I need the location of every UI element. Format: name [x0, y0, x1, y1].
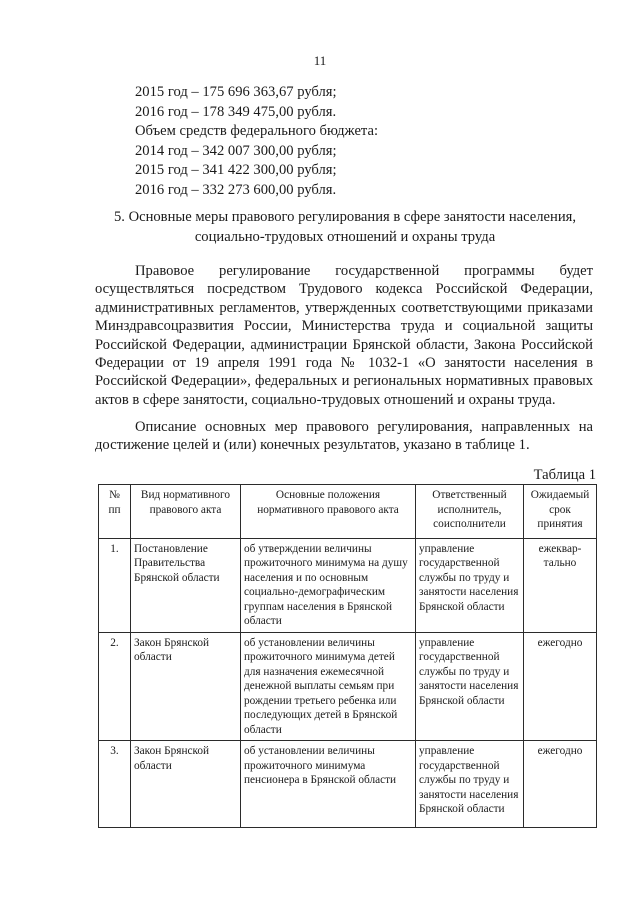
section-heading	[105, 208, 585, 247]
cell-number: 3.	[99, 741, 131, 828]
cell-executor: управление государственной службы по труду и занятости населения Брянской области	[416, 741, 524, 828]
budget-line: 2015 год – 175 696 363,67 рубля;	[135, 84, 337, 100]
header-number: № пп	[99, 485, 131, 539]
page-number: 11	[313, 53, 327, 68]
table-header-row	[99, 485, 597, 539]
cell-term: ежегодно	[524, 741, 597, 828]
cell-executor: управление государственной службы по труду и занятости населения Брянской области	[416, 538, 524, 632]
cell-provisions: об установлении величины прожиточного минимума пенсионера в Брянской области	[241, 741, 416, 828]
header-executor: Ответственный исполнитель, соисполнители	[416, 485, 524, 539]
header-term: Ожидаемый срок принятия	[524, 485, 597, 539]
cell-act-type: Закон Брянской области	[131, 741, 241, 828]
paragraph-legal-regulation: Правовое регулирование государственной программы будет осуществляться посредством Трудового кодекса Российской Федерации, административных регламентов, утвержденных соответствующими приказами Минздравсоцразвития России, Министерства труда и социальной защиты Российской Федерации, администрации Брянской области, Закона Российской Федерации от 19 апреля 1991 года № 1032-1 «О занятости населения в Российской Федерации», федеральных и региональных нормативных правовых актов в сфере занятости, социально-трудовых отношений и охраны труда.	[95, 263, 593, 408]
table-row	[99, 632, 597, 741]
regulation-measures-table	[98, 484, 597, 828]
budget-line: Объем средств федерального бюджета:	[135, 123, 379, 140]
section-heading-line: социально-трудовых отношений и охраны труда	[194, 228, 496, 245]
cell-executor: управление государственной службы по труду и занятости населения Брянской области	[416, 632, 524, 741]
header-act-type: Вид нормативного правового акта	[131, 485, 241, 539]
cell-number: 1.	[99, 538, 131, 632]
budget-line: 2016 год – 178 349 475,00 рубля.	[135, 103, 337, 120]
cell-act-type: Постановление Правительства Брянской области	[131, 538, 241, 632]
budget-line: 2016 год – 332 273 600,00 рубля.	[135, 181, 337, 198]
cell-provisions: об установлении величины прожиточного минимума детей для назначения ежемесячной денежной выплаты семьям при рождении третьего ребенка или последующих детей в Брянской области	[241, 632, 416, 741]
header-provisions: Основные положения нормативного правового акта	[241, 485, 416, 539]
budget-line: 2014 год – 342 007 300,00 рубля;	[135, 142, 337, 159]
cell-provisions: об утверждении величины прожиточного минимума на душу населения и по основным социально-демографическим группам населения в Брянской области	[241, 538, 416, 632]
cell-term: ежегодно	[524, 632, 597, 741]
paragraph-table-reference: Описание основных мер правового регулирования, направленных на достижение целей и (или) конечных результатов, указано в таблице 1.	[95, 419, 593, 454]
budget-line: 2015 год – 341 422 300,00 рубля;	[135, 162, 337, 179]
budget-lines	[135, 83, 378, 201]
table-caption: Таблица 1	[533, 467, 596, 483]
table-row	[99, 741, 597, 828]
cell-term: ежеквар-тально	[524, 538, 597, 632]
cell-number: 2.	[99, 632, 131, 741]
cell-act-type: Закон Брянской области	[131, 632, 241, 741]
section-heading-line: 5. Основные меры правового регулирования в сфере занятости населения,	[113, 209, 577, 225]
table-row	[99, 538, 597, 632]
